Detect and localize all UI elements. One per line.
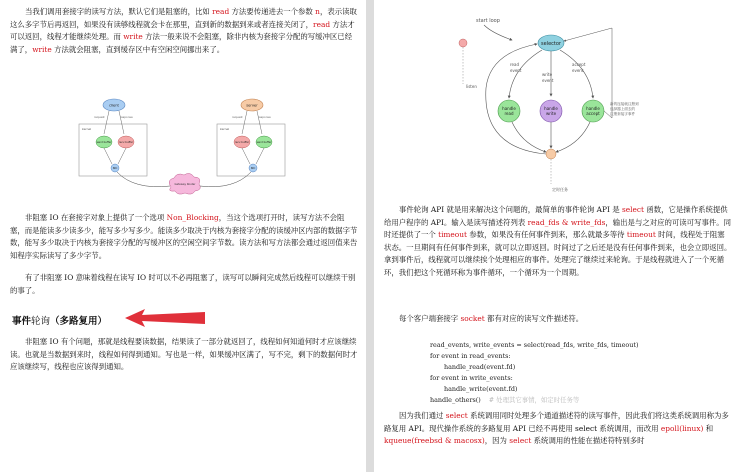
svg-text:write: write [545,111,557,116]
right-page [374,0,740,472]
code-line: for event in read_events: [430,352,511,360]
svg-text:kernel: kernel [82,127,92,131]
svg-text:send buffer: send buffer [96,141,112,144]
code-line: handle_read(event.fd) [444,363,516,371]
pointer-arrow-icon [125,307,207,329]
svg-text:event: event [572,68,584,73]
event-loop-diagram [452,8,682,198]
svg-text:read: read [510,62,520,67]
paragraph-blocking-io: 当我们调用套接字的读写方法，默认它们是阻塞的，比如 read 方法要传递进去一个参数 n，表示读取这么多字节后再返回，如果没有读够线程就会卡在那里，直到新的数据到来或者连接关闭了，read 方法才可以返回，线程才能继续处理。而 write 方法一般来说不会阻塞，除非内核为套接字分配的写缓冲区已经满了，write 方法就会阻塞，直到缓存区中有空闲空间挪出来了。 [10,7,357,54]
paragraph-notification-problem: 非阻塞 IO 有个问题，那就是线程要读数据，结果读了一部分就返回了，线程如何知道何时才应该继续读。也就是当数据到来时，线程如何得到通知。写也是一样，如果缓冲区满了，写不完，剩下的数据何时才应该继续写，线程也应该得到通知。 [10,337,358,372]
client-label: client [109,103,119,108]
server-label: server [246,103,258,108]
code-line: for event in write_events: [430,374,513,382]
svg-text:recv buffer: recv buffer [234,141,250,144]
paragraph-select-api: 事件轮询 API 就是用来解决这个问题的，最简单的事件轮询 API 是 select 函数，它是操作系统提供给用户程序的 API。输入是读写描述符列表 read_fds & write_fds，输出是与之对应的可读可写事件。同时还提供了一个 timeout 参数，如果没有任何事件到来，那么就最多等待 timeout 时间，线程处于阻塞状态。一旦期间有任何事件到来，就可以立即返回。时间过了之后还是没有任何事件到来，也会立即返回。拿到事件后，线程就可以继续挨个处理相应的事件。处理完了继续过来轮询。于是线程就进入了一个死循环，我们把这个死循环称为事件循环，一个循环为一个周期。 [384,205,732,277]
svg-text:start loop: start loop [476,18,500,24]
svg-text:write: write [542,72,553,77]
paragraph-socket-fds: 每个客户端套接字 socket 都有对应的读写文件描述符。 [399,314,584,323]
svg-text:handle: handle [586,106,600,111]
paragraph-non-blocking-io: 非阻塞 IO 在套接字对象上提供了一个选项 Non_Blocking，当这个选项打开时，读写方法不会阻塞，而是能读多少读多少，能写多少写多少。能读多少取决于内核为套接字分配的读缓冲区内部的数据字节数，能写多少取决于内核为套接字分配的写缓冲区的空闲空间字节数。读方法和写方法都会通过返回值来告知程序实际读写了多少字节。 [10,213,358,260]
svg-text:event: event [542,78,554,83]
code-line: handle_others() # 处理其它事情，如定时任务等 [430,396,580,404]
svg-text:kernel: kernel [220,127,230,131]
svg-text:handle: handle [544,106,558,111]
svg-text:handle: handle [502,106,516,111]
svg-text:request: request [232,115,243,119]
svg-text:新的连接就注册到: 新的连接就注册到 [610,102,639,106]
svg-text:read: read [504,111,514,116]
client-server-diagram [74,94,294,204]
svg-text:选择器上面去的: 选择器上面去的 [610,107,636,111]
svg-text:event: event [510,68,522,73]
svg-text:Gateway Router: Gateway Router [174,183,196,186]
svg-text:request: request [94,115,105,119]
svg-text:recv buffer: recv buffer [118,141,134,144]
timer-node [546,149,556,159]
section-heading-event-loop: 事件轮询（多路复用） [12,316,108,327]
svg-text:response: response [120,115,133,119]
svg-text:NIC: NIC [112,167,118,170]
page-gap [366,0,374,472]
svg-text:listen: listen [466,84,477,89]
svg-text:accept: accept [586,111,600,116]
code-line: read_events, write_events = select(read_fds, write_fds, timeout) [430,341,639,349]
svg-text:send buffer: send buffer [256,141,272,144]
svg-text:response: response [258,115,271,119]
code-block-select-loop [430,340,638,406]
paragraph-multiplexing: 因为我们通过 select 系统调用同时处理多个通道描述符的读写事件，因此我们将这类系统调用称为多路复用 API。现代操作系统的多路复用 API 已经不再使用 select 系统调用，而改用 epoll(linux) 和 kqueue(freebsd & macosx)，因为 select 系统调用的性能在描述符特别多时 [384,411,729,446]
paragraph-non-blocking-benefit: 有了非阻塞 IO 意味着线程在读写 IO 时可以不必再阻塞了，读写可以瞬间完成然后线程可以继续干别的事了。 [10,273,356,295]
svg-text:selector: selector [541,41,561,47]
listen-node [459,39,467,47]
code-line: handle_write(event.fd) [444,385,518,393]
left-page [0,0,366,472]
svg-text:NIC: NIC [250,167,256,170]
svg-text:accept: accept [572,62,586,67]
svg-text:注册套接字事件: 注册套接字事件 [610,112,636,116]
svg-text:定时任务: 定时任务 [552,187,568,192]
